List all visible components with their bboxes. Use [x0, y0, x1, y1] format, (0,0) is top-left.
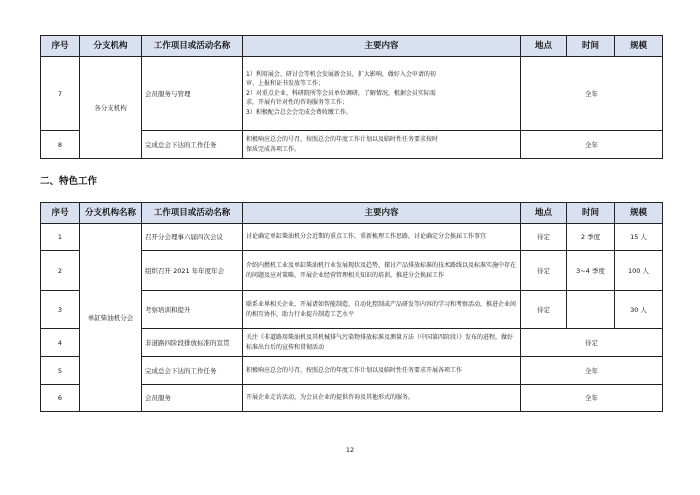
row-content: 关注《非道路用柴油机及其机械排气污染物排放标准及测量方法（中国第四阶段）》发布的进程，做好标准出台后的宣传和贯彻活动 — [243, 329, 521, 357]
row-seq: 8 — [41, 131, 80, 159]
row-seq: 2 — [41, 251, 80, 291]
section-title: 二、特色工作 — [40, 176, 98, 187]
row-merged: 全年 — [521, 385, 663, 412]
row-content — [243, 131, 521, 159]
work-table-continued — [40, 35, 663, 159]
row-project: 非道路四阶段排放标准的宣贯 — [142, 329, 243, 357]
row-project: 完成总会下达的工作任务 — [142, 357, 243, 385]
content-line: 3）积极配合总会会完成会费收缴工作。 — [246, 108, 352, 116]
row-content: 开展企业走访活动，为会员企业的提供咨询及其他形式的服务。 — [243, 385, 521, 412]
content-line: 保质完成各项工作。 — [246, 145, 301, 153]
row-project: 考察培训和提升 — [142, 291, 243, 329]
row-content: 联系业界相关企业，开展诸如智能制造、自动化控制或产品研发等内容的学习和考察活动，推进企业间的相互协作，助力行业提升制造工艺水平 — [243, 291, 521, 329]
content-line: 求，开展有针对性的咨询服务等工作； — [246, 99, 349, 107]
row-place: 待定 — [521, 291, 567, 329]
row-time-merged: 全年 — [521, 57, 663, 131]
row-seq: 5 — [41, 357, 80, 385]
row-seq: 4 — [41, 329, 80, 357]
page-number: 12 — [345, 446, 355, 454]
row-place: 待定 — [521, 224, 567, 251]
table2-header-row — [41, 203, 663, 224]
header-scale: 规模 — [615, 203, 663, 224]
header-content: 主要内容 — [243, 203, 521, 224]
row-branch: 各分支机构 — [80, 57, 142, 159]
header-time: 时间 — [567, 203, 615, 224]
content-line: 审、上报和证书发放等工作； — [246, 80, 325, 88]
header-place: 地点 — [521, 36, 567, 57]
row-project: 会员服务与管理 — [142, 57, 243, 131]
row-seq: 7 — [41, 57, 80, 131]
row-scale: 30 人 — [615, 291, 663, 329]
row-time — [567, 291, 615, 329]
header-branch: 分支机构名称 — [80, 203, 142, 224]
table-row — [41, 57, 663, 131]
header-project: 工作项目或活动名称 — [142, 36, 243, 57]
header-seq: 序号 — [41, 36, 80, 57]
row-seq: 3 — [41, 291, 80, 329]
header-branch: 分支机构 — [80, 36, 142, 57]
row-content — [243, 57, 521, 131]
header-place: 地点 — [521, 203, 567, 224]
header-time: 时间 — [567, 36, 615, 57]
row-time-merged: 全年 — [521, 131, 663, 159]
row-time: 2 季度 — [567, 224, 615, 251]
header-seq: 序号 — [41, 203, 80, 224]
row-project: 组织召开 2021 年年度年会 — [142, 251, 243, 291]
row-content: 积极响应总会的号召，按照总会的年度工作计划以及临时性任务要求开展各项工作 — [243, 357, 521, 385]
header-project: 工作项目或活动名称 — [142, 203, 243, 224]
row-content: 讨论确定单缸柴油机分会近期的重点工作，重新梳理工作思路，讨论确定分会换届工作事宜 — [243, 224, 521, 251]
row-merged: 待定 — [521, 329, 663, 357]
content-line: 积极响应总会的号召，按照总会的年度工作计划以及临时性任务要求按时 — [246, 136, 439, 143]
row-scale: 100 人 — [615, 251, 663, 291]
row-project: 会员服务 — [142, 385, 243, 412]
row-project: 完成总会下达的工作任务 — [142, 131, 243, 159]
row-branch: 单缸柴油机分会 — [80, 224, 142, 412]
table-row — [41, 224, 663, 251]
row-time: 3~4 季度 — [567, 251, 615, 291]
row-seq: 6 — [41, 385, 80, 412]
content-line: 1）利用展会、研讨会等机会发展新会员，扩大影响，做好入会申请的初 — [246, 70, 436, 78]
header-scale: 规模 — [615, 36, 663, 57]
special-work-table — [40, 202, 663, 412]
row-merged: 全年 — [521, 357, 663, 385]
row-place: 待定 — [521, 251, 567, 291]
content-line: 2）对重点企业、科研院所等会员单位调研，了解情况，根据会员实际需 — [246, 89, 436, 97]
header-content: 主要内容 — [243, 36, 521, 57]
row-scale: 15 人 — [615, 224, 663, 251]
row-project: 召开分会理事六届四次会议 — [142, 224, 243, 251]
table1-header-row — [41, 36, 663, 57]
row-content: 介绍内燃机工业及单缸柴油机行业发展现状及趋势，探讨产品排放标准的技术路线以及标准实施中存在的问题及应对策略，开展企业经营管理相关知识的培训，推进分会换届工作 — [243, 251, 521, 291]
row-seq: 1 — [41, 224, 80, 251]
